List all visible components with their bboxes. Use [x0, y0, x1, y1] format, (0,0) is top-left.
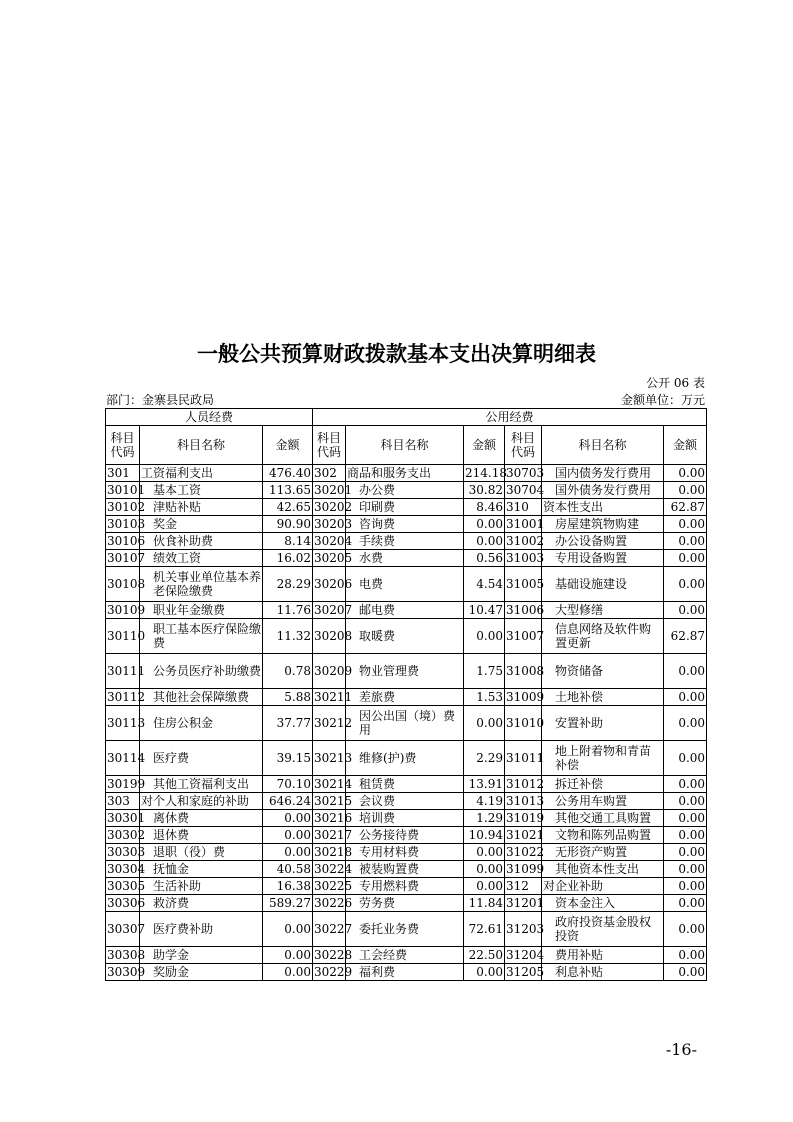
subject-code-cell: 312: [505, 878, 542, 895]
subject-code-cell: 30207: [314, 603, 353, 617]
subject-name-cell: 劳务费: [346, 895, 464, 912]
header-column-row: [106, 426, 707, 465]
amount-cell: 1.53: [464, 689, 505, 706]
header-code: 科目代码: [505, 426, 542, 465]
header-personnel-expenses: 人员经费: [106, 409, 313, 426]
subject-name-cell: 退休费: [140, 827, 263, 844]
subject-name-cell: 救济费: [140, 895, 263, 912]
amount-cell: 11.76: [263, 602, 313, 619]
page-number: -16-: [665, 1040, 697, 1059]
subject-name-cell: 对个人和家庭的补助: [140, 793, 263, 810]
subject-code-cell: 30209: [313, 654, 346, 689]
subject-name-cell: 房屋建筑物购建: [542, 516, 664, 533]
table-row: [106, 895, 707, 912]
amount-cell: 70.10: [263, 776, 313, 793]
amount-cell: 0.00: [664, 602, 707, 619]
amount-cell: 0.00: [664, 810, 707, 827]
subject-code-cell: 30211: [314, 690, 353, 704]
subject-code-cell: 30103: [107, 517, 146, 531]
table-row: [106, 689, 707, 706]
amount-cell: 42.65: [263, 499, 313, 516]
amount-cell: 90.90: [263, 516, 313, 533]
subject-code-cell: 30302: [107, 828, 146, 842]
subject-name-cell: 绩效工资: [140, 550, 263, 567]
subject-code-cell: 31201: [506, 896, 545, 910]
subject-name-cell: 奖励金: [140, 964, 263, 981]
subject-name-cell: 其他工资福利支出: [140, 776, 263, 793]
table-row: [106, 793, 707, 810]
subject-code-cell: 30212: [313, 706, 346, 741]
subject-name-cell: 国内债务发行费用: [542, 465, 664, 482]
subject-name-cell: 专用燃料费: [346, 878, 464, 895]
subject-name-cell: 差旅费: [346, 689, 464, 706]
subject-name-cell: 大型修缮: [542, 602, 664, 619]
subject-name-cell: 抚恤金: [140, 861, 263, 878]
amount-cell: 0.00: [664, 465, 707, 482]
subject-code-cell: 30203: [314, 517, 353, 531]
subject-code-cell: 30301: [107, 811, 146, 825]
subject-code-cell: 30205: [314, 551, 353, 565]
table-row: [106, 567, 707, 602]
subject-code-cell: 30304: [107, 862, 146, 876]
subject-code-cell: 30309: [107, 965, 146, 979]
amount-cell: 0.00: [664, 964, 707, 981]
subject-name-cell: 职工基本医疗保险缴费: [140, 619, 263, 654]
subject-code-cell: 30306: [107, 896, 146, 910]
amount-cell: 62.87: [664, 619, 707, 654]
subject-code-cell: 31021: [506, 828, 545, 842]
subject-name-cell: 离休费: [140, 810, 263, 827]
amount-cell: 8.14: [263, 533, 313, 550]
subject-code-cell: 30112: [107, 690, 146, 704]
amount-cell: 0.00: [664, 947, 707, 964]
subject-name-cell: 专用设备购置: [542, 550, 664, 567]
subject-name-cell: 被装购置费: [346, 861, 464, 878]
subject-code-cell: 30213: [313, 741, 346, 776]
subject-code-cell: 30228: [314, 948, 353, 962]
subject-name-cell: 邮电费: [346, 602, 464, 619]
amount-cell: 0.00: [464, 533, 505, 550]
subject-code-cell: 30217: [314, 828, 353, 842]
subject-code-cell: 30111: [106, 654, 140, 689]
amount-cell: 0.00: [664, 741, 707, 776]
subject-code-cell: 310: [505, 499, 542, 516]
table-row: [106, 499, 707, 516]
subject-code-cell: 31203: [505, 912, 542, 947]
amount-cell: 8.46: [464, 499, 505, 516]
amount-cell: 589.27: [263, 895, 313, 912]
table-row: [106, 844, 707, 861]
subject-name-cell: 国外债务发行费用: [542, 482, 664, 499]
subject-name-cell: 政府投资基金股权投资: [542, 912, 664, 947]
amount-cell: 0.00: [664, 654, 707, 689]
subject-name-cell: 委托业务费: [346, 912, 464, 947]
table-number: 公开 06 表: [646, 376, 705, 390]
subject-name-cell: 医疗费: [140, 741, 263, 776]
table-row: [106, 827, 707, 844]
table-row: [106, 878, 707, 895]
amount-cell: 5.88: [263, 689, 313, 706]
subject-name-cell: 医疗费补助: [140, 912, 263, 947]
subject-code-cell: 30307: [106, 912, 140, 947]
subject-name-cell: 助学金: [140, 947, 263, 964]
header-code: 科目代码: [106, 426, 140, 465]
amount-cell: 0.00: [464, 878, 505, 895]
header-public-expenses: 公用经费: [313, 409, 707, 426]
amount-cell: 72.61: [464, 912, 505, 947]
amount-cell: 0.00: [263, 827, 313, 844]
subject-code-cell: 30204: [314, 534, 353, 548]
subject-name-cell: 资本金注入: [542, 895, 664, 912]
subject-code-cell: 30199: [107, 777, 146, 791]
department-label: 部门：金寨县民政局: [106, 393, 215, 407]
subject-code-cell: 30114: [106, 741, 140, 776]
subject-name-cell: 办公费: [346, 482, 464, 499]
subject-name-cell: 信息网络及软件购置更新: [542, 619, 664, 654]
table-row: [106, 706, 707, 741]
amount-cell: 2.29: [464, 741, 505, 776]
subject-name-cell: 安置补助: [542, 706, 664, 741]
subject-name-cell: 电费: [346, 567, 464, 602]
subject-name-cell: 退职（役）费: [140, 844, 263, 861]
subject-code-cell: 31007: [505, 619, 542, 654]
subject-name-cell: 机关事业单位基本养老保险缴费: [140, 567, 263, 602]
amount-cell: 40.58: [263, 861, 313, 878]
subject-name-cell: 租赁费: [346, 776, 464, 793]
amount-cell: 0.00: [464, 516, 505, 533]
subject-name-cell: 基础设施建设: [542, 567, 664, 602]
subject-code-cell: 30202: [314, 500, 353, 514]
subject-code-cell: 303: [106, 793, 140, 810]
amount-cell: 0.00: [664, 793, 707, 810]
subject-code-cell: 31008: [505, 654, 542, 689]
header-name: 科目名称: [140, 426, 263, 465]
subject-code-cell: 31013: [506, 794, 545, 808]
amount-cell: 13.91: [464, 776, 505, 793]
amount-cell: 10.94: [464, 827, 505, 844]
amount-cell: 0.00: [263, 947, 313, 964]
subject-code-cell: 30703: [506, 466, 545, 480]
amount-cell: 11.32: [263, 619, 313, 654]
table-row: [106, 619, 707, 654]
subject-code-cell: 31204: [506, 948, 545, 962]
amount-cell: 0.00: [664, 482, 707, 499]
table-row: [106, 964, 707, 981]
subject-name-cell: 咨询费: [346, 516, 464, 533]
subject-code-cell: 30107: [107, 551, 146, 565]
amount-cell: 37.77: [263, 706, 313, 741]
amount-cell: 16.02: [263, 550, 313, 567]
amount-cell: 0.00: [664, 550, 707, 567]
amount-cell: 0.00: [664, 895, 707, 912]
subject-name-cell: 其他交通工具购置: [542, 810, 664, 827]
subject-code-cell: 31205: [506, 965, 545, 979]
subject-code-cell: 30214: [314, 777, 353, 791]
subject-name-cell: 印刷费: [346, 499, 464, 516]
table-row: [106, 465, 707, 482]
subject-code-cell: 30305: [107, 879, 146, 893]
amount-cell: 0.00: [664, 861, 707, 878]
amount-cell: 39.15: [263, 741, 313, 776]
amount-cell: 1.29: [464, 810, 505, 827]
subject-name-cell: 拆迁补偿: [542, 776, 664, 793]
subject-code-cell: 30206: [313, 567, 346, 602]
subject-code-cell: 30108: [106, 567, 140, 602]
table-row: [106, 533, 707, 550]
page-title: 一般公共预算财政拨款基本支出决算明细表: [197, 342, 596, 366]
subject-name-cell: 奖金: [140, 516, 263, 533]
subject-code-cell: 31002: [506, 534, 545, 548]
subject-name-cell: 水费: [346, 550, 464, 567]
subject-code-cell: 31006: [506, 603, 545, 617]
amount-cell: 646.24: [263, 793, 313, 810]
header-amount: 金额: [664, 426, 707, 465]
subject-code-cell: 30102: [107, 500, 146, 514]
subject-name-cell: 费用补贴: [542, 947, 664, 964]
subject-name-cell: 文物和陈列品购置: [542, 827, 664, 844]
subject-code-cell: 31022: [506, 845, 545, 859]
subject-code-cell: 30227: [313, 912, 346, 947]
amount-cell: 30.82: [464, 482, 505, 499]
subject-name-cell: 会议费: [346, 793, 464, 810]
subject-name-cell: 住房公积金: [140, 706, 263, 741]
subject-name-cell: 无形资产购置: [542, 844, 664, 861]
subject-code-cell: 30229: [314, 965, 353, 979]
subject-name-cell: 职业年金缴费: [140, 602, 263, 619]
subject-name-cell: 生活补助: [140, 878, 263, 895]
subject-code-cell: 30208: [313, 619, 346, 654]
subject-name-cell: 基本工资: [140, 482, 263, 499]
subject-name-cell: 利息补贴: [542, 964, 664, 981]
subject-code-cell: 30303: [107, 845, 146, 859]
amount-cell: 476.40: [263, 465, 313, 482]
subject-name-cell: 津贴补贴: [140, 499, 263, 516]
subject-name-cell: 因公出国（境）费用: [346, 706, 464, 741]
amount-cell: 0.00: [464, 861, 505, 878]
subject-name-cell: 物资储备: [542, 654, 664, 689]
subject-code-cell: 31010: [505, 706, 542, 741]
subject-name-cell: 工资福利支出: [140, 465, 263, 482]
amount-cell: 0.00: [263, 810, 313, 827]
table-row: [106, 861, 707, 878]
subject-code-cell: 31012: [506, 777, 545, 791]
subject-code-cell: 30201: [314, 483, 353, 497]
subject-code-cell: 31005: [505, 567, 542, 602]
table-row: [106, 602, 707, 619]
subject-name-cell: 物业管理费: [346, 654, 464, 689]
subject-name-cell: 工会经费: [346, 947, 464, 964]
amount-unit-label: 金额单位：万元: [620, 393, 705, 407]
subject-code-cell: 30308: [107, 948, 146, 962]
amount-cell: 62.87: [664, 499, 707, 516]
subject-code-cell: 30225: [314, 879, 353, 893]
header-amount: 金额: [464, 426, 505, 465]
subject-name-cell: 土地补偿: [542, 689, 664, 706]
subject-name-cell: 公务用车购置: [542, 793, 664, 810]
amount-cell: 11.84: [464, 895, 505, 912]
subject-code-cell: 302: [313, 465, 346, 482]
subject-code-cell: 31009: [506, 690, 545, 704]
subject-code-cell: 30215: [314, 794, 353, 808]
subject-code-cell: 30224: [314, 862, 353, 876]
amount-cell: 16.38: [263, 878, 313, 895]
amount-cell: 1.75: [464, 654, 505, 689]
subject-name-cell: 公务接待费: [346, 827, 464, 844]
expenditure-detail-table: [105, 408, 707, 981]
amount-cell: 22.50: [464, 947, 505, 964]
table-row: [106, 776, 707, 793]
subject-name-cell: 公务员医疗补助缴费: [140, 654, 263, 689]
subject-code-cell: 31019: [506, 811, 545, 825]
amount-cell: 0.78: [263, 654, 313, 689]
table-row: [106, 654, 707, 689]
subject-code-cell: 31003: [506, 551, 545, 565]
amount-cell: 0.00: [263, 844, 313, 861]
amount-cell: 4.19: [464, 793, 505, 810]
subject-name-cell: 伙食补助费: [140, 533, 263, 550]
amount-cell: 0.00: [263, 964, 313, 981]
subject-code-cell: 30113: [106, 706, 140, 741]
subject-code-cell: 30218: [314, 845, 353, 859]
table-row: [106, 741, 707, 776]
subject-name-cell: 办公设备购置: [542, 533, 664, 550]
table-row: [106, 516, 707, 533]
subject-code-cell: 31001: [506, 517, 545, 531]
subject-name-cell: 福利费: [346, 964, 464, 981]
subject-code-cell: 30226: [314, 896, 353, 910]
header-amount: 金额: [263, 426, 313, 465]
subject-name-cell: 其他资本性支出: [542, 861, 664, 878]
subject-name-cell: 其他社会保障缴费: [140, 689, 263, 706]
subject-name-cell: 对企业补助: [542, 878, 664, 895]
subject-code-cell: 30704: [506, 483, 545, 497]
subject-code-cell: 30101: [107, 483, 146, 497]
header-group-row: [106, 409, 707, 426]
amount-cell: 28.29: [263, 567, 313, 602]
subject-name-cell: 资本性支出: [542, 499, 664, 516]
subject-name-cell: 培训费: [346, 810, 464, 827]
subject-code-cell: 301: [106, 465, 140, 482]
amount-cell: 0.00: [664, 844, 707, 861]
amount-cell: 0.00: [464, 706, 505, 741]
table-row: [106, 810, 707, 827]
subject-name-cell: 商品和服务支出: [346, 465, 464, 482]
subject-code-cell: 30106: [107, 534, 146, 548]
subject-name-cell: 取暖费: [346, 619, 464, 654]
amount-cell: 0.00: [464, 619, 505, 654]
amount-cell: 0.00: [664, 827, 707, 844]
header-name: 科目名称: [542, 426, 664, 465]
table-row: [106, 482, 707, 499]
subject-code-cell: 30110: [106, 619, 140, 654]
subject-code-cell: 31099: [506, 862, 545, 876]
amount-cell: 0.00: [664, 878, 707, 895]
header-code: 科目代码: [313, 426, 346, 465]
amount-cell: 0.00: [664, 533, 707, 550]
amount-cell: 0.00: [664, 567, 707, 602]
table-row: [106, 550, 707, 567]
header-name: 科目名称: [346, 426, 464, 465]
amount-cell: 0.56: [464, 550, 505, 567]
amount-cell: 0.00: [464, 964, 505, 981]
subject-name-cell: 维修(护)费: [346, 741, 464, 776]
amount-cell: 0.00: [664, 776, 707, 793]
amount-cell: 214.18: [465, 466, 508, 480]
subject-name-cell: 地上附着物和青苗补偿: [542, 741, 664, 776]
subject-code-cell: 30109: [107, 603, 146, 617]
amount-cell: 0.00: [664, 689, 707, 706]
amount-cell: 0.00: [664, 516, 707, 533]
amount-cell: 10.47: [464, 602, 505, 619]
table-row: [106, 912, 707, 947]
subject-code-cell: 31011: [505, 741, 542, 776]
subject-name-cell: 手续费: [346, 533, 464, 550]
amount-cell: 113.65: [263, 482, 313, 499]
amount-cell: 0.00: [464, 844, 505, 861]
subject-name-cell: 专用材料费: [346, 844, 464, 861]
subject-code-cell: 30216: [314, 811, 353, 825]
table-row: [106, 947, 707, 964]
amount-cell: 0.00: [263, 912, 313, 947]
amount-cell: 0.00: [664, 912, 707, 947]
amount-cell: 4.54: [464, 567, 505, 602]
amount-cell: 0.00: [664, 706, 707, 741]
